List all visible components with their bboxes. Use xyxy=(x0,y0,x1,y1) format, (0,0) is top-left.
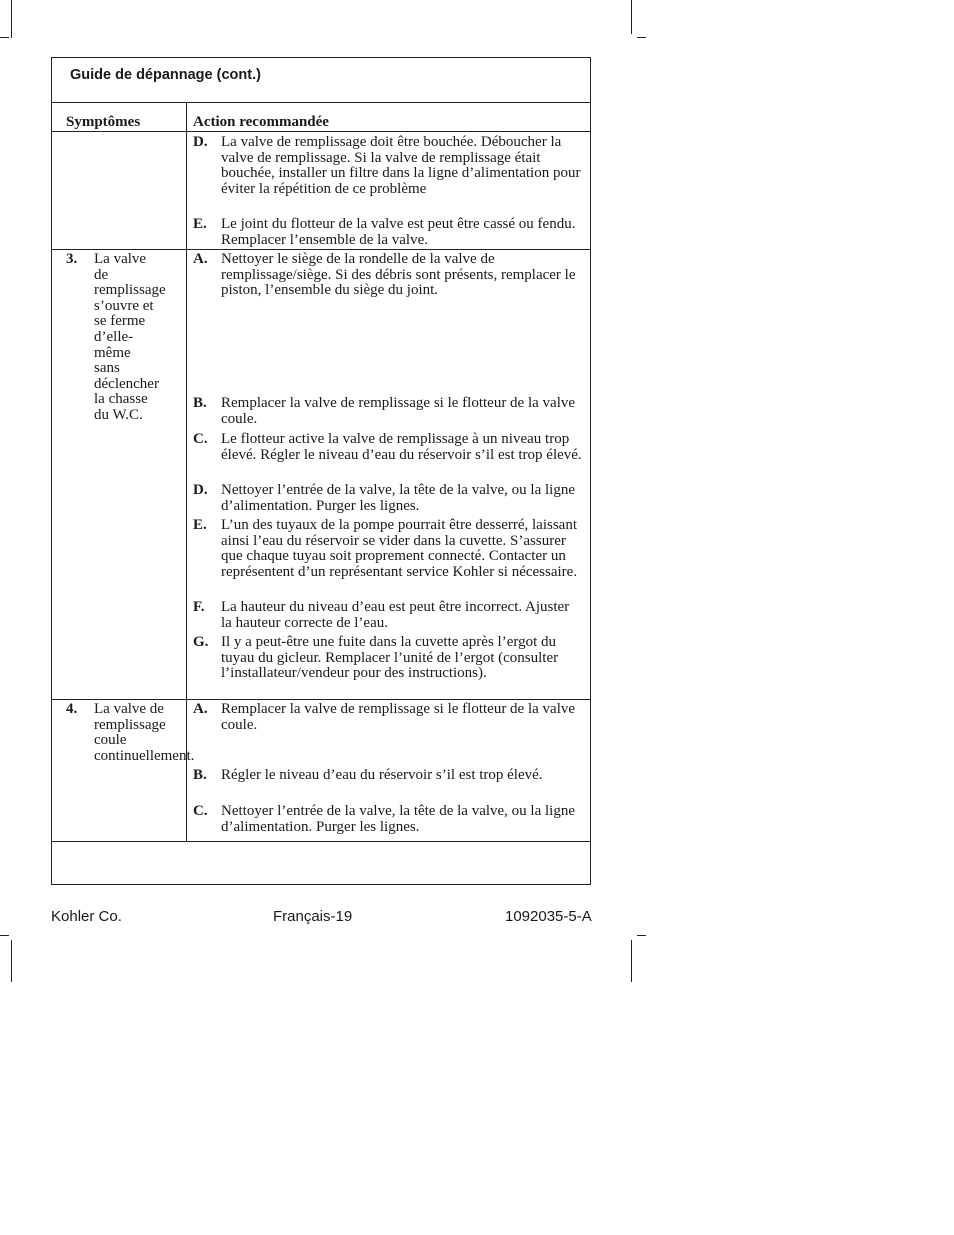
action-item: E. Le joint du flotteur de la valve est peut être cassé ou fendu. Remplacer l’ensemble de la valve. xyxy=(193,216,576,248)
column-header-symptoms: Symptômes xyxy=(66,114,141,130)
crop-mark xyxy=(0,37,9,38)
action-item: A. Remplacer la valve de remplissage si le flotteur de la valve coule. xyxy=(193,701,576,733)
action-item: C. Nettoyer l’entrée de la valve, la tête de la valve, ou la ligne d’alimentation. Purger les lignes. xyxy=(193,803,576,835)
crop-mark xyxy=(631,940,632,982)
divider xyxy=(52,102,590,103)
action-item: B. Régler le niveau d’eau du réservoir s’il est trop élevé. xyxy=(193,767,543,783)
footer-company: Kohler Co. xyxy=(51,908,122,925)
crop-mark xyxy=(631,0,632,34)
action-item: E. L’un des tuyaux de la pompe pourrait être desserré, laissant ainsi l’eau du réservoir se vider dans la cuvette. S’assurer que chaque tuyau soit proprement connecté. Contacter un représentent d’un représentant service Kohler si nécessaire. xyxy=(193,517,578,580)
action-item: A. Nettoyer le siège de la rondelle de la valve de remplissage/siège. Si des débris sont présents, remplacer le piston, l’ensemble du siège du joint. xyxy=(193,251,576,299)
symptom-cell: 3. La valve de remplissage s’ouvre et se ferme d’elle-même sans déclencher la chasse du W.C. xyxy=(66,251,166,423)
action-item: D. La valve de remplissage doit être bouchée. Déboucher la valve de remplissage. Si la valve de remplissage était bouchée, installer un filtre dans la ligne d’alimentation pour éviter la répétition de ce problème xyxy=(193,134,581,197)
troubleshooting-table xyxy=(51,57,591,885)
action-item: C. Le flotteur active la valve de remplissage à un niveau trop élevé. Régler le niveau d’eau du réservoir s’il est trop élevé. xyxy=(193,431,582,463)
crop-mark xyxy=(11,0,12,38)
crop-mark xyxy=(0,935,9,936)
divider xyxy=(52,131,590,132)
column-header-action: Action recommandée xyxy=(193,114,329,130)
row-divider xyxy=(52,249,590,250)
footer-page-number: Français-19 xyxy=(273,908,353,925)
action-item: F. La hauteur du niveau d’eau est peut être incorrect. Ajuster la hauteur correcte de l’eau. xyxy=(193,599,570,631)
crop-mark xyxy=(637,935,646,936)
section-title: Guide de dépannage (cont.) xyxy=(70,67,261,83)
crop-mark xyxy=(637,37,646,38)
row-divider xyxy=(52,699,590,700)
action-item: D. Nettoyer l’entrée de la valve, la tête de la valve, ou la ligne d’alimentation. Purger les lignes. xyxy=(193,482,576,514)
action-item: G. Il y a peut-être une fuite dans la cuvette après l’ergot du tuyau du gicleur. Remplacer l’unité de l’ergot (consulter l’installateur/vendeur pour des instructions). xyxy=(193,634,559,682)
footer-doc-number: 1092035-5-A xyxy=(505,908,592,925)
symptom-cell: 4. La valve de remplissage coule continuellement. xyxy=(66,701,195,764)
action-item: B. Remplacer la valve de remplissage si le flotteur de la valve coule. xyxy=(193,395,576,427)
divider xyxy=(52,841,590,842)
crop-mark xyxy=(11,940,12,982)
